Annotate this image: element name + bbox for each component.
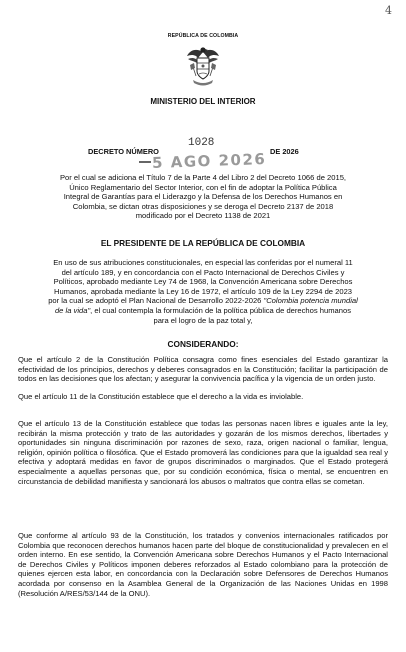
decree-label: DECRETO NÚMERO — [88, 147, 159, 156]
paragraph-article-11: Que el artículo 11 de la Constitución establece que el derecho a la vida es inviolable. — [18, 392, 304, 401]
republic-header: REPÚBLICA DE COLOMBIA — [167, 33, 239, 39]
paragraph-article-2: Que el artículo 2 de la Constitución Política consagra como fines esenciales del Estado garantizar la efectividad de los principios, derechos y deberes consagrados en la Constitución; facilitar la participación de todos en las decisiones que los afectan; y asegurar la convivencia pacífica y la vigencia de un orden justo. — [18, 355, 388, 384]
coat-of-arms-seal — [186, 44, 220, 88]
powers-text-after: , el cual contempla la formulación de la política pública de derechos humanos para el logro de la paz total y, — [90, 305, 352, 325]
president-heading: EL PRESIDENTE DE LA REPÚBLICA DE COLOMBIA — [100, 238, 306, 248]
date-stamp: 5 AGO 2026 — [151, 150, 267, 172]
paragraph-article-93: Que conforme al artículo 93 de la Constitución, los tratados y convenios internacionales ratificados por Colombia que reconocen derechos humanos hacen parte del bloque de constitucionalidad y prevalecen en el orden interno. En ese sentido, la Convención Americana sobre Derechos Humanos y el Pacto Internacional de Derechos Civiles y Políticos imponen deberes reforzados al Estado colombiano para la protección de quienes ejercen esta labor, en concordancia con la Declaración sobre Defensores de Derechos Humanos acordada por consenso en la Asamblea General de la Organización de las Naciones Unidas en 1998 (Resolución A/RES/53/144 de la ONU). — [18, 531, 388, 598]
powers-paragraph — [48, 258, 358, 325]
date-stamp-dash — [139, 161, 151, 163]
powers-text-before: En uso de sus atribuciones constitucionales, en especial las conferidas por el numeral 11 del artículo 189, y en concordancia con el Pacto Internacional de Derechos Civiles y Políticos, aprobado mediante Ley 74 de 1968, la Convención Americana sobre Derechos Humanos, aprobada mediante la Ley 16 de 1972, el artículo 109 de la Ley 2294 de 2023 por la cual se adoptó el Plan Nacional de Desarrollo 2022-2026 — [48, 258, 353, 306]
powers-italic-quote: "Colombia potencia mundial de la vida" — [54, 296, 358, 315]
decree-year: DE 2026 — [270, 147, 299, 156]
considerando-heading: CONSIDERANDO: — [167, 339, 239, 349]
ministry-title: MINISTERIO DEL INTERIOR — [150, 97, 256, 106]
page-number: 4 — [385, 4, 392, 17]
decree-number: 1028 — [188, 137, 215, 149]
paragraph-article-13: Que el artículo 13 de la Constitución establece que todas las personas nacen libres e iguales ante la ley, recibirán la misma protección y trato de las autoridades y gozarán de los mismos derechos, libertades y oportunidades sin ninguna discriminación por razones de sexo, raza, origen nacional o familiar, lengua, religión, opinión política o filosófica. Que el Estado promoverá las condiciones para que la igualdad sea real y efectiva y adoptará medidas en favor de grupos discriminados o marginados. Que el Estado protegerá especialmente a aquellas personas que, por su condición económica, física o mental, se encuentren en circunstancia de debilidad manifiesta y sancionará los abusos o maltratos que contra ellas se cometan. — [18, 419, 388, 486]
decree-summary: Por el cual se adiciona el Título 7 de la Parte 4 del Libro 2 del Decreto 1066 de 2015, Único Reglamentario del Sector Interior, con el fin de adoptar la Política Pública Integral de Garantías para el Liderazgo y la Defensa de los Derechos Humanos en Colombia, se dictan otras disposiciones y se deroga el Decreto 2137 de 2018 modificado por el Decreto 1138 de 2021 — [59, 173, 347, 221]
